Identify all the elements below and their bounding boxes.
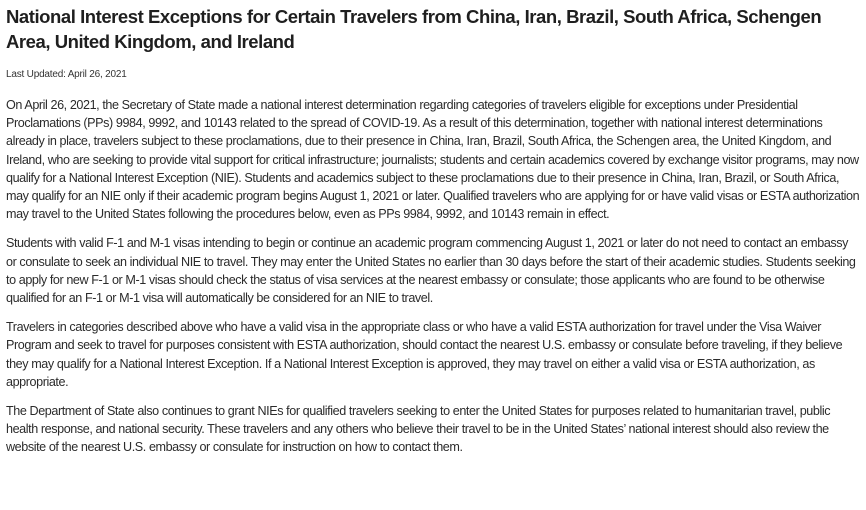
page-title: National Interest Exceptions for Certain Travelers from China, Iran, Brazil, South Africa, Schengen Area, United Kingdom, and Ireland xyxy=(6,6,822,52)
paragraph-student-visas: Students with valid F-1 and M-1 visas intending to begin or continue an academic program commencing August 1, 2021 or later do not need to contact an embassy or consulate to seek an individual NIE to travel. They may enter the United States no earlier than 30 days before the start of their academic studies. Students seeking to apply for new F-1 or M-1 visas should check the status of visa services at the nearest embassy or consulate; those applicants who are found to be otherwise qualified for an F-1 or M-1 visa will automatically be considered for an NIE to travel. xyxy=(6,236,856,306)
paragraph-valid-visa-esta: Travelers in categories described above who have a valid visa in the appropriate class or who have a valid ESTA authorization for travel under the Visa Waiver Program and seek to travel for purposes consistent with ESTA authorization, should contact the nearest U.S. embassy or consulate before traveling, if they believe they may qualify for a National Interest Exception. If a National Interest Exception is approved, they may travel on either a valid visa or ESTA authorization, as appropriate. xyxy=(6,320,843,389)
paragraph-humanitarian-travel: The Department of State also continues to grant NIEs for qualified travelers seeking to enter the United States for purposes related to humanitarian travel, public health response, and national security. These travelers and any others who believe their travel to be in the United States’ national interest should also review the website of the nearest U.S. embassy or consulate for instruction on how to contact them. xyxy=(6,404,831,455)
last-updated-date: Last Updated: April 26, 2021 xyxy=(6,69,127,80)
paragraph-nie-determination: On April 26, 2021, the Secretary of State made a national interest determination regarding categories of travelers eligible for exceptions under Presidential Proclamations (PPs) 9984, 9992, and 10143 related to the spread of COVID-19. As a result of this determination, together with national interest determinations already in place, travelers subject to these proclamations, due to their presence in China, Iran, Brazil, South Africa, the Schengen area, the United Kingdom, and Ireland, who are seeking to provide vital support for critical infrastructure; journalists; students and certain academics covered by exchange visitor programs, may now qualify for a National Interest Exception (NIE). Students and academics subject to these proclamations due to their presence in China, Iran, Brazil, or South Africa, may qualify for an NIE only if their academic program begins August 1, 2021 or later. Qualified travelers who are applying for or have valid visas or ESTA authorization may travel to the United States following the procedures below, even as PPs 9984, 9992, and 10143 remain in effect. xyxy=(6,98,860,222)
